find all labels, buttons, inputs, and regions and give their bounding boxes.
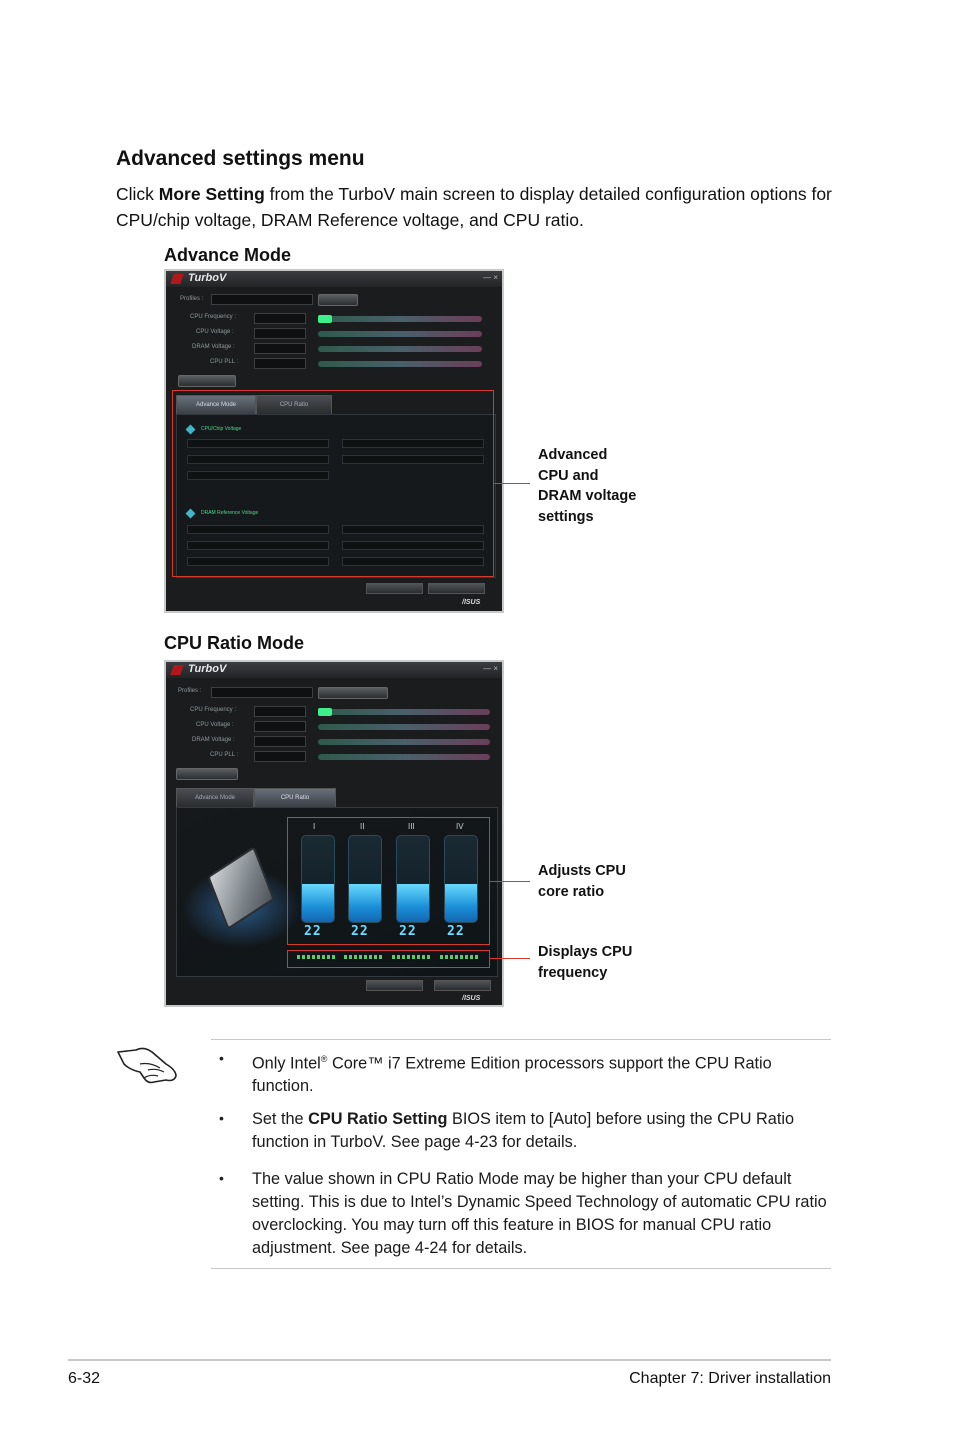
core-label: II [360,822,365,831]
core-ratio-value: 22 [351,924,369,939]
bullet-dot: • [219,1110,224,1126]
bullet-dot: • [219,1050,224,1066]
callout-line: Adjusts CPU [538,863,626,879]
callout-line: CPU and [538,467,599,484]
cpu-chip-voltage-heading: CPU/Chip Voltage [201,426,242,432]
profile-button[interactable] [318,294,358,306]
intro-bold: More Setting [158,184,265,204]
hand-note-icon [114,1040,180,1088]
titlebar [166,662,502,678]
profiles-label: Profiles : [178,688,202,694]
dram-voltage-field[interactable] [254,736,306,747]
advanced-settings-highlight [172,390,494,577]
core-ratio-value: 22 [447,924,465,939]
app-name: TurboV [188,663,227,675]
cpu-pll-field[interactable] [254,358,306,369]
note-text: BIOS item to [Auto] before using the CPU Ratio function in TurboV. See page 4-23 for details. [252,1110,795,1151]
app-name: TurboV [188,272,227,284]
callout-line: Advanced [538,447,608,463]
core-label: IV [456,822,464,831]
note-bottom-rule [211,1268,831,1269]
callout-line: frequency [538,964,608,981]
undo-button[interactable] [428,583,485,594]
callout-line: settings [538,508,594,525]
footer-rule [68,1359,831,1361]
dram-voltage-label: DRAM Voltage : [192,737,235,743]
asus-logo: /ISUS [462,995,481,1002]
cpu-frequency-slider[interactable] [318,709,490,715]
cpu-frequency-label: CPU Frequency : [190,707,237,713]
more-setting-button[interactable] [176,768,238,780]
apply-button[interactable] [366,583,423,594]
intro-paragraph [116,181,836,233]
undo-button[interactable] [434,980,491,991]
note-text: Only Intel [252,1054,321,1073]
window-controls[interactable]: — × [483,273,498,282]
core-ratio-highlight [287,817,490,945]
dram-voltage-field[interactable] [254,343,306,354]
core-ratio-value: 22 [399,924,417,939]
dram-reference-voltage-heading: DRAM Reference Voltage [201,510,259,516]
core-ratio-leader [490,881,530,882]
advanced-settings-callout [538,445,636,527]
cpu-frequency-leader [490,958,530,959]
dram-voltage-slider[interactable] [318,346,482,352]
cpu-pll-field[interactable] [254,751,306,762]
turbov-logo-icon [170,665,184,675]
callout-line: DRAM voltage [538,488,637,504]
bullet-dot: • [219,1170,224,1186]
note-text: Core™ i7 Extreme Edition processors support the CPU Ratio function. [252,1054,772,1096]
cpu-pll-slider[interactable] [318,361,482,367]
registered-mark: ® [320,1054,328,1064]
intro-pre: Click [116,184,159,204]
tab-cpu-ratio[interactable]: CPU Ratio [254,788,336,808]
cpu-frequency-label: CPU Frequency : [190,314,237,320]
cpu-frequency-knob[interactable] [318,315,332,323]
callout-line: core ratio [538,883,605,900]
advance-mode-label: Advance Mode [164,245,292,265]
cpu-frequency-slider[interactable] [318,316,482,322]
profile-button[interactable] [318,687,388,699]
cpu-pll-label: CPU PLL : [210,752,239,758]
profiles-label: Profiles : [180,296,204,302]
note-bold: CPU Ratio Setting [308,1110,448,1128]
tab-advance-mode[interactable]: Advance Mode [176,395,256,415]
tab-advance-mode[interactable]: Advance Mode [176,788,254,808]
tab-cpu-ratio[interactable]: CPU Ratio [256,395,332,415]
apply-button[interactable] [366,980,423,991]
note-bullet-1 [252,1048,832,1098]
section-title: Advanced settings menu [116,147,365,170]
cpu-frequency-field[interactable] [254,313,306,324]
page-number: 6-32 [68,1370,101,1387]
asus-logo: /ISUS [462,599,481,606]
core-label: III [408,822,415,831]
cpu-voltage-field[interactable] [254,721,306,732]
note-top-rule [211,1039,831,1040]
intro-post: from the TurboV main screen to display detailed configuration options for CPU/chip voltage, DRAM Reference voltage, and CPU ratio. [116,184,832,230]
cpu-voltage-slider[interactable] [318,724,490,730]
callout-line: Displays CPU [538,944,633,960]
note-bullet-2 [252,1108,832,1154]
cpu-frequency-callout [538,942,632,983]
titlebar [166,271,502,287]
dram-voltage-label: DRAM Voltage : [192,344,235,350]
cpu-ratio-mode-label: CPU Ratio Mode [164,633,305,653]
note-text: Set the [252,1110,309,1128]
core-ratio-value: 22 [304,924,322,939]
profiles-dropdown[interactable] [211,687,313,698]
turbov-logo-icon [170,274,184,284]
core-ratio-callout [538,861,626,902]
advanced-settings-leader [494,483,530,484]
cpu-frequency-field[interactable] [254,706,306,717]
window-controls[interactable]: — × [483,664,498,673]
core-label: I [313,822,316,831]
profiles-dropdown[interactable] [211,294,313,305]
chapter-title: Chapter 7: Driver installation [629,1370,831,1387]
dram-voltage-slider[interactable] [318,739,490,745]
cpu-frequency-knob[interactable] [318,708,332,716]
cpu-voltage-field[interactable] [254,328,306,339]
cpu-pll-label: CPU PLL : [210,359,239,365]
cpu-frequency-highlight [287,950,490,968]
cpu-voltage-label: CPU Voltage : [196,722,234,728]
cpu-voltage-slider[interactable] [318,331,482,337]
mode-tabs [176,788,496,806]
note-bullet-3: The value shown in CPU Ratio Mode may be higher than your CPU default setting. This is due to Intel’s Dynamic Speed Technology of automatic CPU ratio overclocking. You may turn off this feature in BIOS for manual CPU ratio adjustment. See page 4-24 for details. [252,1170,827,1257]
more-setting-button[interactable] [178,375,236,387]
cpu-voltage-label: CPU Voltage : [196,329,234,335]
cpu-pll-slider[interactable] [318,754,490,760]
